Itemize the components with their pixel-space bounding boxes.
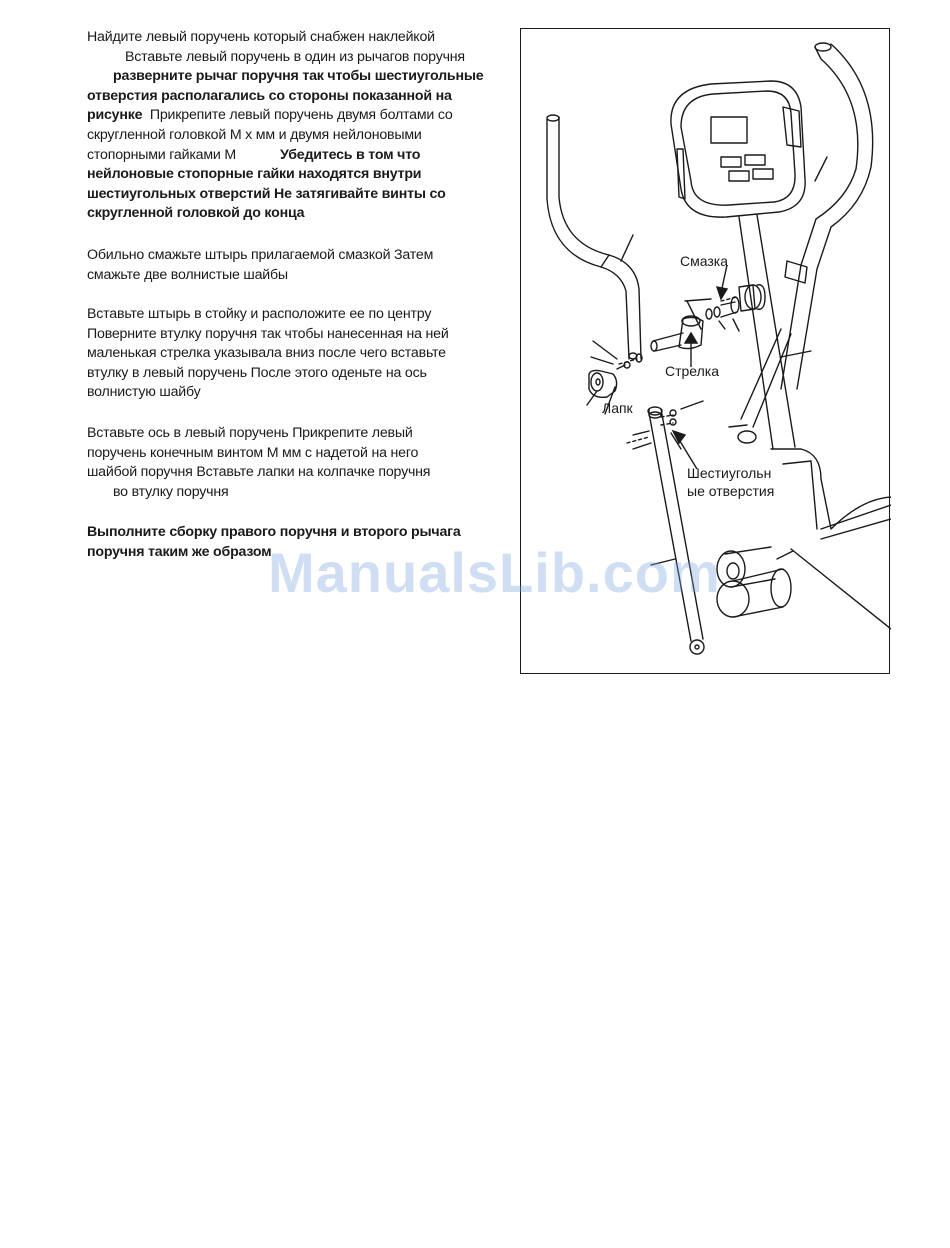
step-1-fragment: рисунке [87,107,143,124]
step-1-line: отверстия располагались со стороны показанной на [87,87,452,104]
step-5-line: Выполните сборку правого поручня и второго рычага [87,524,461,540]
step-1-line: нейлоновые стопорные гайки находятся внутри [87,166,422,183]
label-lubricant: Смазка [680,253,729,269]
step-4-line: шайбой поручня Вставьте лапки на колпачке поручня [87,464,431,481]
step-1-line: разверните рычаг поручня так чтобы шестиугольные [113,68,484,85]
step-5-line: поручня таким же образом [87,543,272,560]
step-2-text [87,246,502,285]
label-hex-holes-1: Шестиугольн [687,465,772,481]
step-4-text [87,424,502,502]
step-1-fragment: Убедитесь в том что [279,146,421,163]
step-1-line: скругленной головкой до конца [87,205,305,222]
step-1-line [87,106,502,126]
step-1-line [87,146,502,166]
step-1-line: шестиугольных отверстий Не затягивайте винты со [87,185,446,202]
step-1-line: Вставьте левый поручень в один из рычагов поручня [125,48,465,65]
step-2-line: Обильно смажьте штырь прилагаемой смазкой Затем [87,247,434,263]
step-3-line: втулку в левый поручень После этого оденьте на ось [87,364,427,381]
step-1-line: скругленной головкой М х мм и двумя нейлоновыми [87,126,422,143]
watermark: ManualsLib.com [268,541,721,604]
step-3-text [87,305,502,403]
step-4-line: поручень конечным винтом М мм с надетой на него [87,444,419,461]
step-4-line: во втулку поручня [113,483,229,500]
step-1-fragment: стопорными гайками М [87,146,236,163]
label-arrow: Стрелка [665,363,720,379]
step-3-line: Вставьте штырь в стойку и расположите ее по центру [87,306,432,322]
step-3-line: маленькая стрелка указывала вниз после чего вставьте [87,345,446,362]
step-1-line: Найдите левый поручень который снабжен наклейкой [87,29,435,45]
step-1-fragment: Прикрепите левый поручень двумя болтами со [149,107,453,124]
step-2-line: смажьте две волнистые шайбы [87,266,288,283]
label-hex-holes-2: ые отверстия [687,483,775,499]
step-4-line: Вставьте ось в левый поручень Прикрепите левый [87,425,413,441]
step-3-line: волнистую шайбу [87,384,201,401]
label-tabs: Лапк [602,400,633,416]
step-3-line: Поверните втулку поручня так чтобы нанесенная на ней [87,325,449,342]
step-1-text [87,28,502,224]
